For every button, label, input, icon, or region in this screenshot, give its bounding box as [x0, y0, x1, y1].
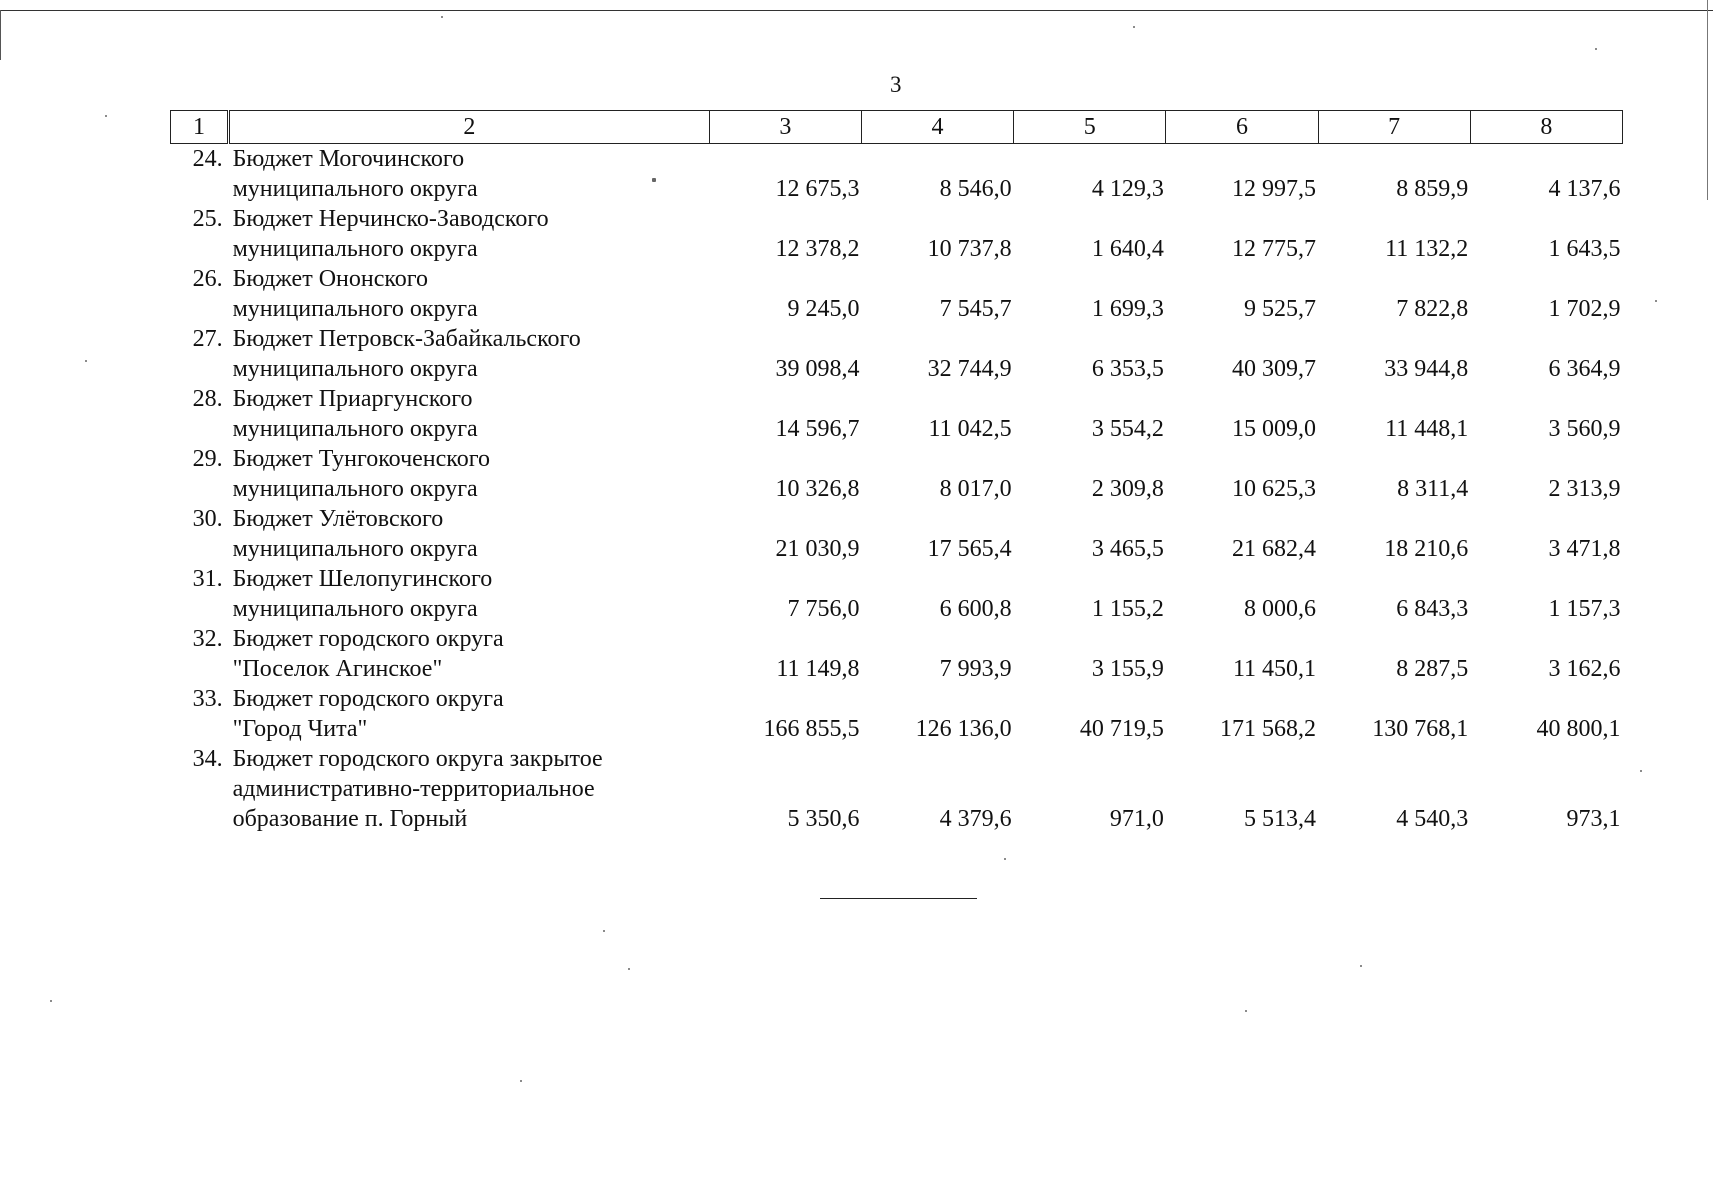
value-col-3: 14 596,7: [775, 416, 860, 442]
scan-edge-left: [0, 10, 1, 60]
budget-name: [229, 684, 710, 744]
value-col-4: 8 017,0: [939, 476, 1012, 502]
table-row: [171, 504, 1623, 564]
end-separator-line: [820, 898, 977, 899]
scan-edge-right: [1707, 0, 1708, 200]
value-col-5: 3 554,2: [1091, 416, 1164, 442]
table-body: [171, 144, 1623, 835]
value-col-8: 2 313,9: [1548, 476, 1621, 502]
scan-speck: [1640, 770, 1642, 772]
header-col-5: 5: [1014, 111, 1166, 144]
value-col-6: 5 513,4: [1244, 806, 1317, 832]
value-col-6: 21 682,4: [1232, 536, 1317, 562]
budget-name-line: Бюджет городского округа: [232, 626, 504, 652]
value-col-5: 971,0: [1109, 806, 1164, 832]
table-row: [171, 204, 1623, 264]
value-col-4: 8 546,0: [939, 176, 1012, 202]
value-col-5: 40 719,5: [1079, 716, 1164, 742]
scan-speck: [1595, 48, 1597, 50]
scan-speck: [520, 1080, 522, 1082]
value-col-5: 3 465,5: [1091, 536, 1164, 562]
value-col-7: 130 768,1: [1372, 716, 1469, 742]
header-row: [171, 111, 1623, 144]
value-col-8: 1 643,5: [1548, 236, 1621, 262]
value-col-5: 2 309,8: [1091, 476, 1164, 502]
budget-name: [229, 624, 710, 684]
budget-name-line: Бюджет Улётовского: [232, 506, 444, 532]
value-col-6: 40 309,7: [1232, 356, 1317, 382]
header-col-2: 2: [229, 111, 710, 144]
scan-speck: [603, 930, 605, 932]
budget-name: [229, 144, 710, 205]
value-col-4: 11 042,5: [928, 416, 1012, 442]
value-col-3: 10 326,8: [775, 476, 860, 502]
scan-speck: [628, 968, 630, 970]
budget-name-line: муниципального округа: [232, 356, 478, 382]
value-col-5: 1 640,4: [1091, 236, 1164, 262]
value-col-3: 12 378,2: [775, 236, 860, 262]
value-col-3: 5 350,6: [787, 806, 860, 832]
budget-name-line: образование п. Горный: [232, 806, 468, 832]
value-col-8: 4 137,6: [1548, 176, 1621, 202]
scan-speck: [50, 1000, 52, 1002]
budget-name-line: муниципального округа: [232, 296, 478, 322]
table-row: [171, 684, 1623, 744]
value-col-8: 3 471,8: [1548, 536, 1621, 562]
row-number: 27.: [192, 326, 223, 352]
scan-speck: [1004, 858, 1006, 860]
budget-name-line: Бюджет Ононского: [232, 266, 429, 292]
value-col-6: 8 000,6: [1244, 596, 1317, 622]
budget-name-line: муниципального округа: [232, 536, 478, 562]
value-col-8: 973,1: [1566, 806, 1621, 832]
budget-name-line: Бюджет Петровск-Забайкальского: [232, 326, 581, 352]
budget-name: [229, 384, 710, 444]
value-col-5: 6 353,5: [1091, 356, 1164, 382]
scan-speck: [652, 178, 656, 182]
value-col-3: 11 149,8: [776, 656, 860, 682]
value-col-7: 6 843,3: [1396, 596, 1469, 622]
value-col-4: 6 600,8: [939, 596, 1012, 622]
value-col-3: 21 030,9: [775, 536, 860, 562]
scan-speck: [105, 115, 107, 117]
value-col-7: 8 859,9: [1396, 176, 1469, 202]
value-col-8: 1 157,3: [1548, 596, 1621, 622]
budget-name-line: муниципального округа: [232, 176, 478, 202]
budget-name-line: административно-территориальное: [232, 776, 595, 802]
budget-name: [229, 564, 710, 624]
value-col-3: 166 855,5: [763, 716, 860, 742]
header-col-8: 8: [1470, 111, 1622, 144]
value-col-8: 40 800,1: [1536, 716, 1621, 742]
value-col-8: 1 702,9: [1548, 296, 1621, 322]
budget-name-line: муниципального округа: [232, 596, 478, 622]
value-col-3: 12 675,3: [775, 176, 860, 202]
scan-speck: [1360, 965, 1362, 967]
table-row: [171, 624, 1623, 684]
budget-name: [229, 324, 710, 384]
scan-speck: [1655, 300, 1657, 302]
value-col-4: 32 744,9: [927, 356, 1012, 382]
row-number: 34.: [192, 746, 223, 772]
value-col-6: 9 525,7: [1244, 296, 1317, 322]
value-col-5: 3 155,9: [1091, 656, 1164, 682]
value-col-3: 39 098,4: [775, 356, 860, 382]
header-col-7: 7: [1318, 111, 1470, 144]
row-number: 28.: [192, 386, 223, 412]
value-col-5: 1 155,2: [1091, 596, 1164, 622]
scan-speck: [1133, 26, 1135, 28]
value-col-4: 4 379,6: [939, 806, 1012, 832]
budget-name-line: Бюджет Нерчинско-Заводского: [232, 206, 549, 232]
value-col-4: 7 545,7: [939, 296, 1012, 322]
header-col-1: 1: [171, 111, 229, 144]
value-col-4: 17 565,4: [927, 536, 1012, 562]
value-col-4: 10 737,8: [927, 236, 1012, 262]
value-col-3: 7 756,0: [787, 596, 860, 622]
value-col-7: 8 287,5: [1396, 656, 1469, 682]
table-header: [171, 111, 1623, 144]
header-col-3: 3: [709, 111, 861, 144]
budget-name-line: Бюджет Приаргунского: [232, 386, 473, 412]
budget-name-line: "Поселок Агинское": [232, 656, 443, 682]
value-col-7: 33 944,8: [1384, 356, 1469, 382]
row-number: 32.: [192, 626, 223, 652]
budget-table: [170, 110, 1623, 834]
budget-name: [229, 444, 710, 504]
value-col-5: 1 699,3: [1091, 296, 1164, 322]
budget-name-line: Бюджет Могочинского: [232, 146, 465, 172]
scan-edge-top: [0, 10, 1713, 11]
budget-name-line: Бюджет городского округа: [232, 686, 504, 712]
budget-name-line: муниципального округа: [232, 416, 478, 442]
scan-speck: [85, 360, 87, 362]
table-row: [171, 444, 1623, 504]
page-number: 3: [890, 72, 902, 97]
table-row: [171, 744, 1623, 834]
budget-name: [229, 744, 710, 834]
row-number: 30.: [192, 506, 223, 532]
scan-speck: [1245, 1010, 1247, 1012]
value-col-8: 3 560,9: [1548, 416, 1621, 442]
table-row: [171, 384, 1623, 444]
header-col-6: 6: [1166, 111, 1318, 144]
budget-name: [229, 504, 710, 564]
row-number: 25.: [192, 206, 223, 232]
table-row: [171, 144, 1623, 205]
value-col-3: 9 245,0: [787, 296, 860, 322]
table-row: [171, 264, 1623, 324]
budget-name: [229, 264, 710, 324]
value-col-4: 7 993,9: [939, 656, 1012, 682]
budget-name-line: Бюджет Шелопугинского: [232, 566, 493, 592]
scan-speck: [441, 16, 443, 18]
row-number: 33.: [192, 686, 223, 712]
budget-name-line: Бюджет Тунгокоченского: [232, 446, 490, 472]
row-number: 29.: [192, 446, 223, 472]
value-col-7: 11 448,1: [1385, 416, 1469, 442]
budget-name-line: муниципального округа: [232, 476, 478, 502]
value-col-6: 12 775,7: [1232, 236, 1317, 262]
value-col-7: 7 822,8: [1396, 296, 1469, 322]
value-col-6: 15 009,0: [1232, 416, 1317, 442]
value-col-7: 4 540,3: [1396, 806, 1469, 832]
table-row: [171, 324, 1623, 384]
budget-name-line: Бюджет городского округа закрытое: [232, 746, 603, 772]
header-col-4: 4: [861, 111, 1013, 144]
value-col-5: 4 129,3: [1091, 176, 1164, 202]
row-number: 24.: [192, 146, 223, 172]
value-col-6: 10 625,3: [1232, 476, 1317, 502]
value-col-7: 11 132,2: [1385, 236, 1469, 262]
row-number: 26.: [192, 266, 223, 292]
value-col-6: 11 450,1: [1232, 656, 1317, 682]
row-number: 31.: [192, 566, 223, 592]
value-col-8: 3 162,6: [1548, 656, 1621, 682]
value-col-7: 18 210,6: [1384, 536, 1469, 562]
table-row: [171, 564, 1623, 624]
budget-name-line: муниципального округа: [232, 236, 478, 262]
value-col-6: 171 568,2: [1220, 716, 1317, 742]
value-col-7: 8 311,4: [1397, 476, 1469, 502]
value-col-6: 12 997,5: [1232, 176, 1317, 202]
budget-name-line: "Город Чита": [232, 716, 368, 742]
value-col-4: 126 136,0: [915, 716, 1012, 742]
value-col-8: 6 364,9: [1548, 356, 1621, 382]
budget-name: [229, 204, 710, 264]
